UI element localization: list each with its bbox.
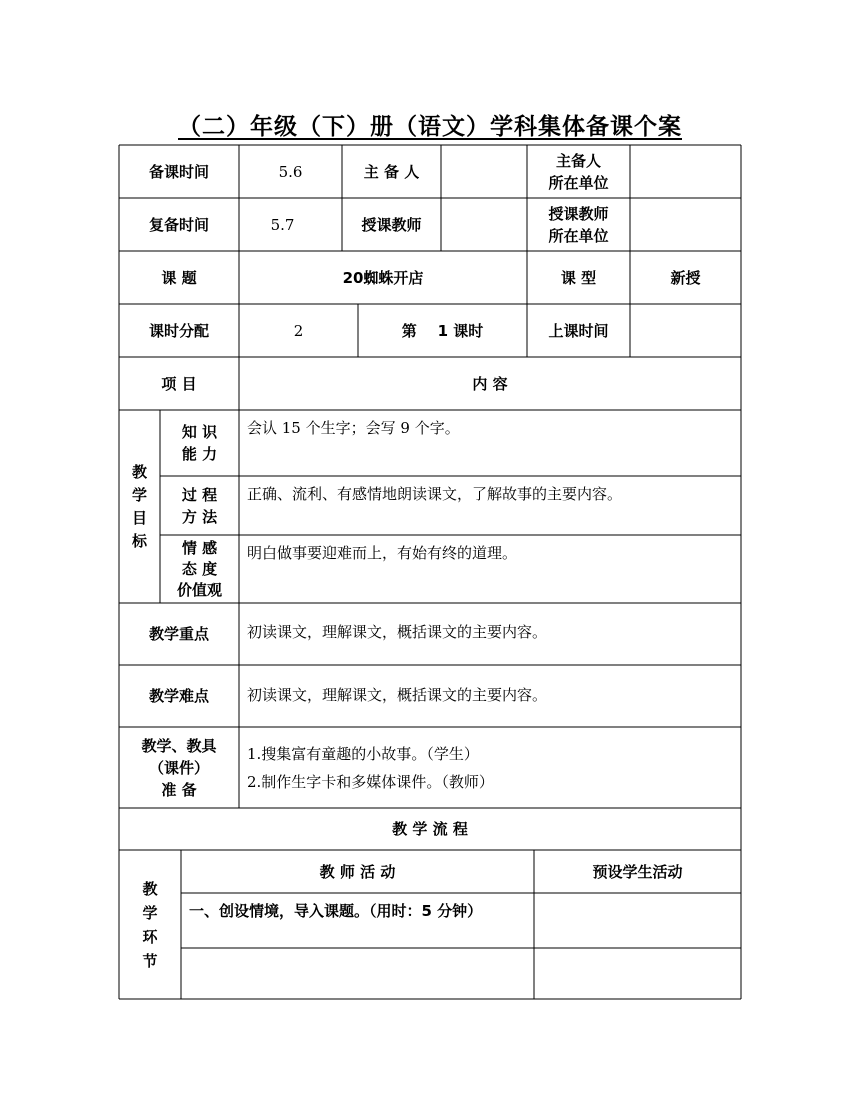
lesson-label: 第 1 课时 bbox=[401, 321, 484, 340]
process-text: 正确、流利、有感情地朗读课文，了解故事的主要内容。 bbox=[247, 485, 623, 503]
prep-time-label: 备课时间 bbox=[148, 162, 209, 181]
knowledge-label-line2: 能 力 bbox=[181, 445, 218, 463]
prep-time-value: 5.6 bbox=[278, 162, 303, 181]
hours-value: 2 bbox=[293, 321, 304, 340]
type-value: 新授 bbox=[670, 268, 701, 287]
teacher-unit-label-line2: 所在单位 bbox=[548, 226, 609, 245]
main-preparer-label: 主 备 人 bbox=[363, 162, 420, 181]
item-label: 项 目 bbox=[161, 374, 197, 393]
process-label bbox=[160, 476, 239, 535]
knowledge-label-line1: 知 识 bbox=[181, 423, 218, 441]
key-points-label: 教学重点 bbox=[148, 625, 209, 643]
type-label: 课 型 bbox=[560, 268, 597, 287]
emotion-text: 明白做事要迎难而上，有始有终的道理。 bbox=[247, 544, 518, 562]
content-label: 内 容 bbox=[472, 374, 508, 393]
main-preparer-unit-label-line1: 主备人 bbox=[555, 151, 601, 170]
main-preparer-unit-value bbox=[630, 145, 741, 198]
segment-label-char: 教 bbox=[142, 879, 158, 898]
emotion-label bbox=[160, 535, 239, 603]
knowledge-text: 会认 15 个生字；会写 9 个字。 bbox=[247, 419, 460, 437]
goals-label-char: 标 bbox=[131, 531, 147, 550]
segment-label bbox=[119, 850, 181, 999]
emotion-label-line2: 态 度 bbox=[181, 559, 218, 578]
main-preparer-value bbox=[441, 145, 527, 198]
materials-label bbox=[119, 727, 239, 808]
segment-label-char: 节 bbox=[142, 951, 158, 970]
materials-label-line1: 教学、教具 bbox=[141, 736, 217, 755]
knowledge-label bbox=[160, 410, 239, 476]
flow-heading: 教 学 流 程 bbox=[392, 820, 468, 838]
goals-label bbox=[119, 410, 160, 603]
main-preparer-unit-label-line2: 所在单位 bbox=[548, 173, 609, 192]
teacher-value bbox=[441, 198, 527, 251]
segment-label-char: 学 bbox=[142, 903, 158, 922]
topic-label: 课 题 bbox=[161, 268, 197, 287]
segment-label-char: 环 bbox=[142, 927, 158, 946]
main-preparer-unit-label bbox=[527, 145, 630, 198]
teacher-unit-label bbox=[527, 198, 630, 251]
student-activity-header: 预设学生活动 bbox=[592, 862, 683, 881]
flow-step-1: 一、创设情境，导入课题。（用时：5 分钟） bbox=[189, 902, 483, 920]
materials-item-1: 1.搜集富有童趣的小故事。（学生） bbox=[247, 745, 479, 763]
page-title: （二）年级（下）册（语文）学科集体备课个案 bbox=[178, 114, 682, 140]
hours-label: 课时分配 bbox=[148, 321, 209, 340]
teacher-activity-header: 教 师 活 动 bbox=[319, 862, 396, 881]
class-time-label: 上课时间 bbox=[548, 321, 609, 340]
teacher-unit-label-line1: 授课教师 bbox=[548, 204, 609, 223]
materials-item-2: 2.制作生字卡和多媒体课件。（教师） bbox=[247, 773, 494, 791]
emotion-label-line3: 价值观 bbox=[176, 580, 222, 599]
process-label-line1: 过 程 bbox=[181, 485, 218, 504]
teacher-label: 授课教师 bbox=[361, 215, 422, 234]
goals-label-char: 教 bbox=[131, 462, 147, 481]
difficulty-label: 教学难点 bbox=[148, 687, 209, 705]
emotion-label-line1: 情 感 bbox=[181, 538, 218, 557]
goals-label-char: 学 bbox=[131, 485, 147, 504]
materials-label-line3: 准 备 bbox=[161, 780, 197, 799]
review-time-value: 5.7 bbox=[270, 215, 295, 234]
difficulty-text: 初读课文，理解课文，概括课文的主要内容。 bbox=[247, 686, 548, 704]
materials-label-line2: （课件） bbox=[148, 758, 209, 777]
process-label-line2: 方 法 bbox=[181, 507, 218, 526]
topic-value: 20蜘蛛开店 bbox=[342, 268, 424, 287]
goals-label-char: 目 bbox=[131, 508, 147, 527]
review-time-label: 复备时间 bbox=[148, 215, 209, 234]
key-points-text: 初读课文，理解课文，概括课文的主要内容。 bbox=[247, 623, 548, 641]
